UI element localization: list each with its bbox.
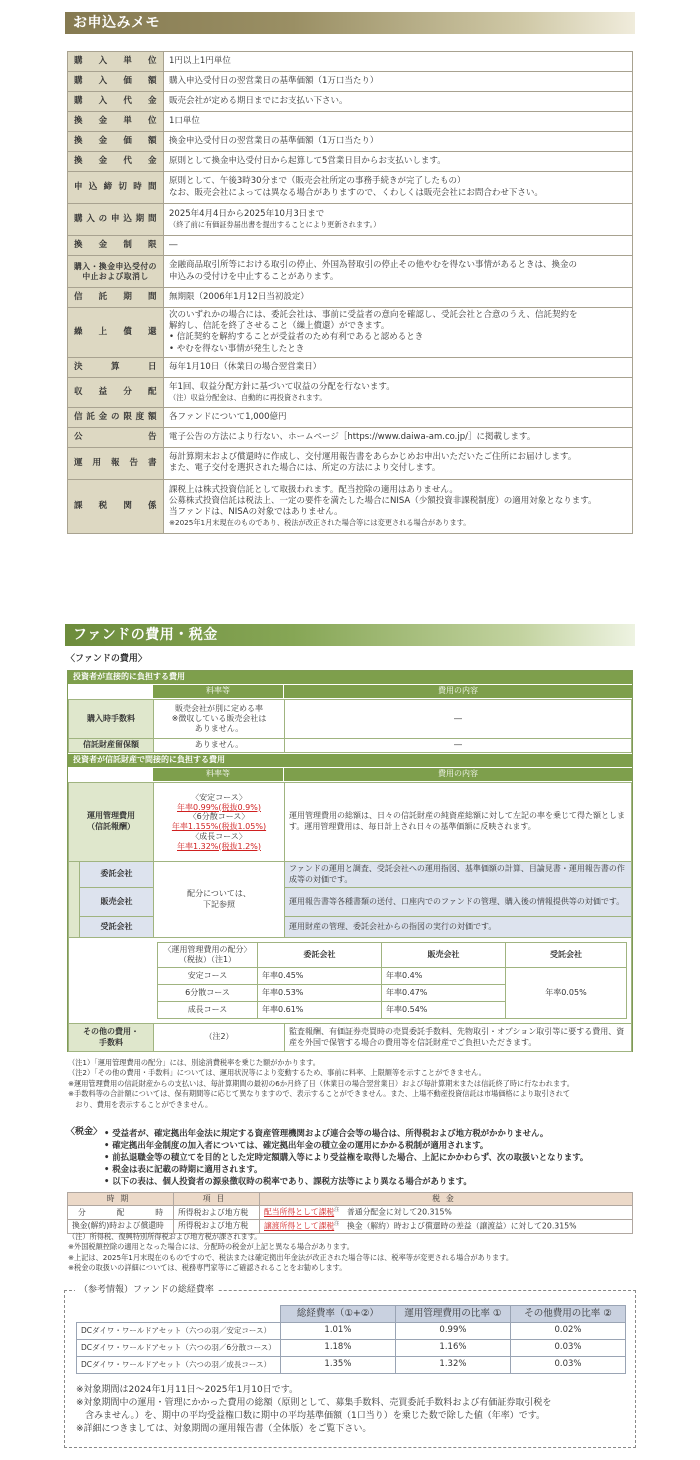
memo-row [68,377,633,407]
ref-note: ※対象期間中の運用・管理にかかった費用の総額（原則として、募集手数料、売買委託手数料および有価証券取引税を [76,1398,552,1409]
ref-table [76,1305,626,1374]
memo-value-line: 1円以上1円単位 [169,55,231,66]
ref-notes [76,1384,631,1436]
memo-row [68,479,633,533]
memo-value-line: 毎計算期末および償還時に作成し、交付運用報告書をあらかじめお申出いただいたご住所にお届けします。 [169,452,577,463]
memo-value-line: 無期限（2006年1月12日当初設定） [169,291,309,302]
ref-total: 1.35% [280,1357,395,1374]
tax-sup: 注 [334,1207,340,1214]
mgmt-fee-label [68,782,154,862]
memo-value-note: ※2025年1月末現在のものであり、税法が改正された場合等には変更される場合があります。 [169,518,471,528]
memo-value-line: 1口単位 [169,115,200,126]
fee-note: （注2）「その他の費用・手数料」については、運用状況等により変動するため、事前に料率、上限額等を示すことができません。 [68,1068,486,1078]
memo-row [68,52,633,72]
party-label-jutaku: 受託会社 [79,916,154,938]
mgmt-fee-label-line: 運用管理費用 [87,811,135,821]
tax-desc-cell [260,1206,633,1220]
memo-value [164,112,633,132]
purchase-fee-label: 購入時手数料 [68,699,154,739]
memo-key: 購入単位 [68,52,164,72]
other-fee-content: 監査報酬、有価証券売買時の売買委託手数料、先物取引・オプション取引等に要する費用、資産を外国で保管する場合の費用等を信託財産でご負担いただきます。 [284,1023,632,1052]
memo-value-line: 当ファンドは、NISAの対象ではありません。 [169,507,343,518]
memo-key: 信託期間 [68,288,164,308]
alloc-head-itaku: 委託会社 [258,943,382,968]
alloc-itaku: 年率0.45% [258,968,382,985]
tax-head-time: 時期 [68,1193,174,1206]
col-content-header: 費用の内容 [284,685,632,698]
alloc-course: 安定コース [158,968,258,985]
tax-bullet: • 以下の表は、個人投資者の源泉徴収時の税率であり、課税方法等により異なる場合があります。 [104,1176,472,1187]
memo-value-line: 解約し、信託を終了させること（繰上償還）ができます。 [169,321,390,332]
memo-key: 購入代金 [68,92,164,112]
memo-key: 換金単位 [68,112,164,132]
tax-bullet: • 受益者が、確定拠出年金法に規定する資産管理機関および連合会等の場合は、所得税および地方税がかかりません。 [104,1128,549,1138]
col-content-header-2: 費用の内容 [284,768,632,781]
memo-value-line: 各ファンドについて1,000億円 [169,411,287,422]
memo-value [164,52,633,72]
purchase-fee-content: ― [284,699,632,739]
ref-total: 1.18% [280,1340,395,1357]
memo-key: 購入・換金申込受付の中止および取消し [68,256,164,288]
other-fee-label-line: その他の費用・ [83,1026,139,1036]
col-rate-header: 料率等 [153,685,283,698]
purchase-fee-rate-line: ありません。 [194,724,244,733]
tax-item: 所得税および地方税 [174,1220,260,1234]
tax-kind: 譲渡所得として課税 [264,1221,335,1231]
alloc-course: 成長コース [158,1002,258,1019]
memo-key: 申込締切時間 [68,172,164,204]
memo-key: 運用報告書 [68,447,164,479]
party-label-itaku: 委託会社 [79,861,154,888]
memo-value-line: 購入申込受付日の翌営業日の基準価額（1万口当たり） [169,75,379,86]
tax-sup: 注 [334,1221,340,1228]
memo-key: 課税関係 [68,479,164,533]
memo-key: 決算日 [68,357,164,377]
ref-other: 0.03% [510,1340,625,1357]
memo-value [164,92,633,112]
retention-rate: ありません。 [153,738,285,753]
ref-head-other: その他費用の比率 ② [510,1306,625,1323]
tax-note: ※税金の取扱いの詳細については、税務専門家等にご確認されることをお勧めします。 [68,1263,347,1273]
memo-value-note: （注）収益分配金は、自動的に再投資されます。 [169,393,327,403]
ref-fund-name: DCダイワ・ワールドアセット（六つの羽／安定コース） [77,1323,281,1340]
mgmt-rate: 年率0.99%(税抜0.9%) [177,802,261,812]
memo-key: 信託金の限度額 [68,407,164,427]
memo-value [164,479,633,533]
memo-value [164,152,633,172]
alloc-head-line: （税抜）（注1） [178,955,237,964]
memo-row [68,132,633,152]
tax-item: 所得税および地方税 [174,1206,260,1220]
memo-row [68,357,633,377]
mgmt-course: 〈成長コース〉 [191,831,247,841]
allocation-note [153,861,285,938]
memo-row [68,152,633,172]
memo-row [68,308,633,358]
tax-head-tax: 税金 [260,1193,633,1206]
mgmt-rate: 年率1.155%(税抜1.05%) [171,822,267,831]
purchase-fee-rate-line: 販売会社が別に定める率 [175,704,263,713]
memo-value [164,288,633,308]
memo-value-line: 年1回、収益分配方針に基づいて収益の分配を行ないます。 [169,382,395,393]
memo-value [164,377,633,407]
tax-note: （注）所得税、復興特別所得税および地方税が課されます。 [68,1232,262,1241]
alloc-itaku: 年率0.61% [258,1002,382,1019]
memo-row [68,204,633,236]
purchase-fee-rate-line: ※徴収している販売会社は [171,714,267,723]
tax-head-item: 項目 [174,1193,260,1206]
party-content-itaku: ファンドの運用と調査、受託会社への運用指図、基準価額の計算、目論見書・運用報告書の作成等の対価です。 [284,861,632,888]
memo-row [68,72,633,92]
fee-note: おり、費用を表示することができません。 [68,1099,213,1109]
alloc-itaku: 年率0.53% [258,985,382,1002]
fee-caption: 〈ファンドの費用〉 [66,654,147,664]
memo-value [164,447,633,479]
tax-time: 換金(解約)時および償還時 [68,1220,174,1234]
tax-notes [68,1232,513,1274]
memo-value-line: また、電子交付を選択された場合には、所定の方法により交付します。 [169,463,441,474]
memo-value-line: 申込みの受付けを中止することがあります。 [169,271,339,282]
allocation-note-line: 下記参照 [203,899,235,909]
alloc-course: 6分散コース [158,985,258,1002]
tax-note: ※上記は、2025年1月末現在のものですので、税法または確定拠出年金法が改正された場合等には、税率等が変更される場合があります。 [68,1252,514,1262]
fee-section-title: ファンドの費用・税金 [65,624,635,646]
mgmt-fee-label-line: （信託報酬） [87,822,135,831]
ref-other: 0.03% [510,1357,625,1374]
mgmt-course: 〈安定コース〉 [191,792,247,802]
retention-content: ― [284,738,632,753]
memo-value [164,204,633,236]
tax-kind: 配当所得として課税 [264,1207,335,1217]
memo-row [68,427,633,447]
memo-value-line: 課税上は株式投資信託として取扱われます。配当控除の適用はありません。 [169,484,458,495]
fee-note: （注1）「運用管理費用の配分」には、別途消費税率を乗じた額がかかります。 [68,1058,320,1067]
tax-time: 分配時 [68,1206,174,1220]
ref-mgmt: 1.16% [395,1340,510,1357]
memo-value [164,236,633,256]
fee-table [67,670,633,1052]
retention-label: 信託財産留保額 [68,738,154,753]
alloc-hanbai: 年率0.4% [382,968,506,985]
memo-row [68,236,633,256]
ref-title: （参考情報）ファンドの総経費率 [75,1285,218,1297]
memo-value-line: 金融商品取引所等における取引の停止、外国為替取引の停止その他やむを得ない事情があるときは、換金の [169,260,578,271]
ref-note: ※対象期間は2024年1月11日～2025年1月10日です。 [76,1385,298,1395]
tax-desc: 換金（解約）時および償還時の差益（譲渡益）に対して20.315% [346,1221,577,1231]
memo-value-note: （終了前に有価証券届出書を提出することにより更新されます。） [169,220,381,230]
party-label-hanbai: 販売会社 [79,887,154,917]
other-fee-rate: （注2） [153,1023,285,1052]
memo-value-line: 次のいずれかの場合には、委託会社は、事前に受益者の意向を確認し、受託会社と合意のうえ、信託契約を [169,310,578,320]
mgmt-fee-rates [153,782,285,862]
purchase-fee-rate [153,699,285,739]
memo-value [164,72,633,92]
memo-section-title: お申込みメモ [65,12,635,34]
memo-row [68,256,633,288]
memo-value-line: 換金申込受付日の翌営業日の基準価額（1万口当たり） [169,135,379,146]
alloc-head-jutaku: 受託会社 [506,943,627,968]
memo-key: 換金制限 [68,236,164,256]
ref-box [64,1285,636,1448]
memo-value-line: 毎年1月10日（休業日の場合翌営業日） [169,361,322,372]
memo-value [164,172,633,204]
tax-label: 〈税金〉 [66,1127,103,1137]
fee-note: ※運用管理費用の信託財産からの支払いは、毎計算期間の最初の6か月終了日（休業日の場合翌営業日）および毎計算期末または信託終了時に行なわれます。 [68,1078,574,1088]
memo-value-line: 原則として換金申込受付日から起算して5営業日目からお支払いします。 [169,155,446,166]
fee-note: ※手数料等の合計額については、保有期間等に応じて異なりますので、表示することができません。また、上場不動産投資信託は市場価格により取引されて [68,1089,571,1099]
indirect-fee-header: 投資者が信託財産で間接的に負担する費用 [68,754,632,767]
ref-other: 0.02% [510,1323,625,1340]
alloc-jutaku: 年率0.05% [506,968,627,1019]
memo-row [68,172,633,204]
memo-value-line: • 信託契約を解約することが受益者のため有利であると認めるとき [169,332,424,343]
alloc-head-line: 〈運用管理費用の配分〉 [163,945,252,954]
ref-fund-name: DCダイワ・ワールドアセット（六つの羽／6分散コース） [77,1340,281,1357]
alloc-head-title [158,943,258,968]
mgmt-fee-content: 運用管理費用の総額は、日々の信託財産の純資産総額に対して左記の率を乗じて得た額とします。運用管理費用は、毎日計上され日々の基準価額に反映されます。 [284,782,632,862]
memo-key: 購入の申込期間 [68,204,164,236]
memo-row [68,407,633,427]
memo-value-line: 販売会社が定める期日までにお支払い下さい。 [169,95,348,106]
ref-head-mgmt: 運用管理費用の比率 ① [395,1306,510,1323]
ref-total: 1.01% [280,1323,395,1340]
tax-bullet: • 税金は表に記載の時期に適用されます。 [104,1164,263,1175]
alloc-area [68,937,632,1024]
memo-key: 収益分配 [68,377,164,407]
ref-fund-name: DCダイワ・ワールドアセット（六つの羽／成長コース） [77,1357,281,1374]
memo-key: 換金代金 [68,152,164,172]
alloc-hanbai: 年率0.47% [382,985,506,1002]
memo-value-line: 原則として、午後3時30分まで（販売会社所定の事務手続きが完了したもの） [169,176,466,187]
tax-note: ※外国税額控除の適用となった場合には、分配時の税金が上記と異なる場合があります。 [68,1242,354,1252]
memo-value-line: なお、販売会社によっては異なる場合がありますので、くわしくは販売会社にお問合わせ下さい。 [169,187,543,198]
ref-note: ※詳細につきましては、対象期間の運用報告書（全体版）をご覧下さい。 [76,1424,372,1435]
direct-fee-header: 投資者が直接的に負担する費用 [68,671,632,684]
other-fee-label [68,1023,154,1052]
memo-key: 購入価額 [68,72,164,92]
ref-note: 含みません。）を、期中の平均受益権口数に期中の平均基準価額（1口当り）を乗じた数で除した値（年率）です。 [76,1411,546,1422]
memo-key: 繰上償還 [68,308,164,358]
col-rate-header-2: 料率等 [153,768,283,781]
allocation-note-line: 配分については、 [187,888,251,898]
alloc-head-hanbai: 販売会社 [382,943,506,968]
ref-mgmt: 0.99% [395,1323,510,1340]
memo-row [68,92,633,112]
tax-table [67,1192,633,1234]
alloc-table [157,942,627,1019]
memo-value-line: 電子公告の方法により行ない、ホームページ［https://www.daiwa-am.co.jp/］に掲載します。 [169,431,536,442]
memo-table [67,51,633,534]
memo-row [68,288,633,308]
memo-value-line: 公募株式投資信託は税法上、一定の要件を満たした場合にNISA（少額投資非課税制度）の適用対象となります。 [169,496,597,507]
memo-value [164,308,633,358]
memo-value [164,407,633,427]
mgmt-rate: 年率1.32%(税抜1.2%) [177,841,261,851]
ref-mgmt: 1.32% [395,1357,510,1374]
memo-value-line: • やむを得ない事情が発生したとき [169,343,305,354]
memo-key: 公告 [68,427,164,447]
tax-bullet: • 前払退職金等の積立てを目的とした定時定額購入等により受益権を取得した場合、上記にかかわらず、次の取扱いとなります。 [104,1152,589,1163]
tax-desc: 普通分配金に対して20.315% [346,1207,452,1217]
other-fee-label-line: 手数料 [99,1037,123,1047]
memo-key: 換金価額 [68,132,164,152]
memo-value [164,256,633,288]
tax-bullet: • 確定拠出年金制度の加入者については、確定拠出年金の積立金の運用にかかる税制が適用されます。 [104,1140,489,1151]
party-content-hanbai: 運用報告書等各種書類の送付、口座内でのファンドの管理、購入後の情報提供等の対価です。 [284,887,632,917]
tax-bullets [104,1127,588,1187]
memo-value-line: ― [169,239,178,250]
memo-value-line: 2025年4月4日から2025年10月3日まで [169,209,325,220]
memo-value [164,132,633,152]
ref-head-total: 総経費率（①+②） [280,1306,395,1323]
ref-head-blank [77,1306,281,1323]
mgmt-course: 〈6分散コース〉 [188,812,250,822]
party-content-jutaku: 運用財産の管理、委託会社からの指図の実行の対価です。 [284,916,632,938]
memo-value [164,427,633,447]
alloc-hanbai: 年率0.54% [382,1002,506,1019]
fee-notes [68,1058,574,1110]
memo-row [68,447,633,479]
memo-value [164,357,633,377]
memo-row [68,112,633,132]
